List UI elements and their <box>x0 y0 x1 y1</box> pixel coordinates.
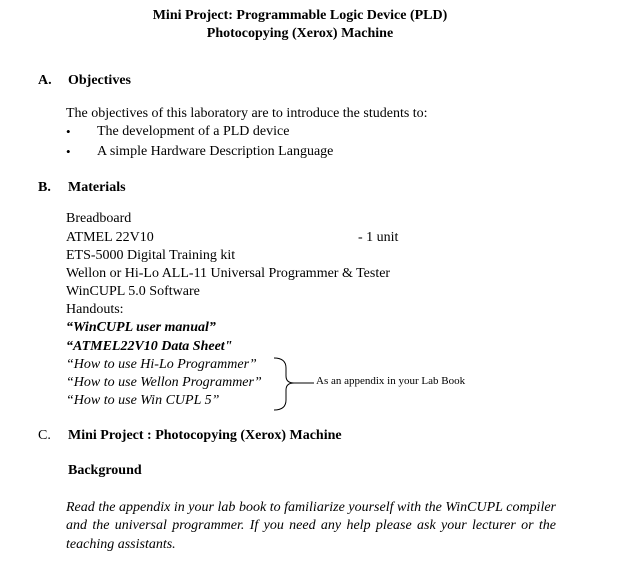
material-item: Wellon or Hi-Lo ALL-11 Universal Programmer & Tester <box>66 266 391 281</box>
section-a-letter: A. <box>38 73 52 88</box>
section-a-intro: The objectives of this laboratory are to introduce the students to: <box>66 106 428 121</box>
handout-item: “How to use Wellon Programmer” <box>66 375 262 390</box>
material-item: ETS-5000 Digital Training kit <box>66 248 236 263</box>
handout-item: “WinCUPL user manual” <box>66 320 216 335</box>
section-a-heading: Objectives <box>68 73 131 88</box>
section-c-heading: Mini Project : Photocopying (Xerox) Machine <box>68 428 342 443</box>
document-title-line2: Photocopying (Xerox) Machine <box>206 26 394 41</box>
material-item: Breadboard <box>66 211 132 226</box>
appendix-note: As an appendix in your Lab Book <box>316 375 466 387</box>
background-paragraph-line: and the universal programmer. If you need any help please ask your lecturer or the <box>66 518 556 533</box>
right-brace-icon <box>270 356 320 412</box>
document-title-line1: Mini Project: Programmable Logic Device (PLD) <box>152 8 448 23</box>
bullet-icon: • <box>66 144 71 159</box>
section-b-letter: B. <box>38 180 51 195</box>
handout-item: “How to use Hi-Lo Programmer” <box>66 357 257 372</box>
material-quantity: - 1 unit <box>358 230 399 245</box>
handout-item: “How to use Win CUPL 5” <box>66 393 220 408</box>
material-item: Handouts: <box>66 302 124 317</box>
section-b-heading: Materials <box>68 180 126 195</box>
section-c-subheading: Background <box>68 463 142 478</box>
material-item: WinCUPL 5.0 Software <box>66 284 200 299</box>
objective-item: The development of a PLD device <box>97 124 290 139</box>
bullet-icon: • <box>66 124 71 139</box>
background-paragraph-line: teaching assistants. <box>66 537 176 552</box>
section-c-letter: C. <box>38 428 51 443</box>
handout-item: “ATMEL22V10 Data Sheet" <box>66 339 233 354</box>
objective-item: A simple Hardware Description Language <box>97 144 334 159</box>
background-paragraph-line: Read the appendix in your lab book to familiarize yourself with the WinCUPL compiler <box>66 500 556 515</box>
material-item: ATMEL 22V10 <box>66 230 154 245</box>
